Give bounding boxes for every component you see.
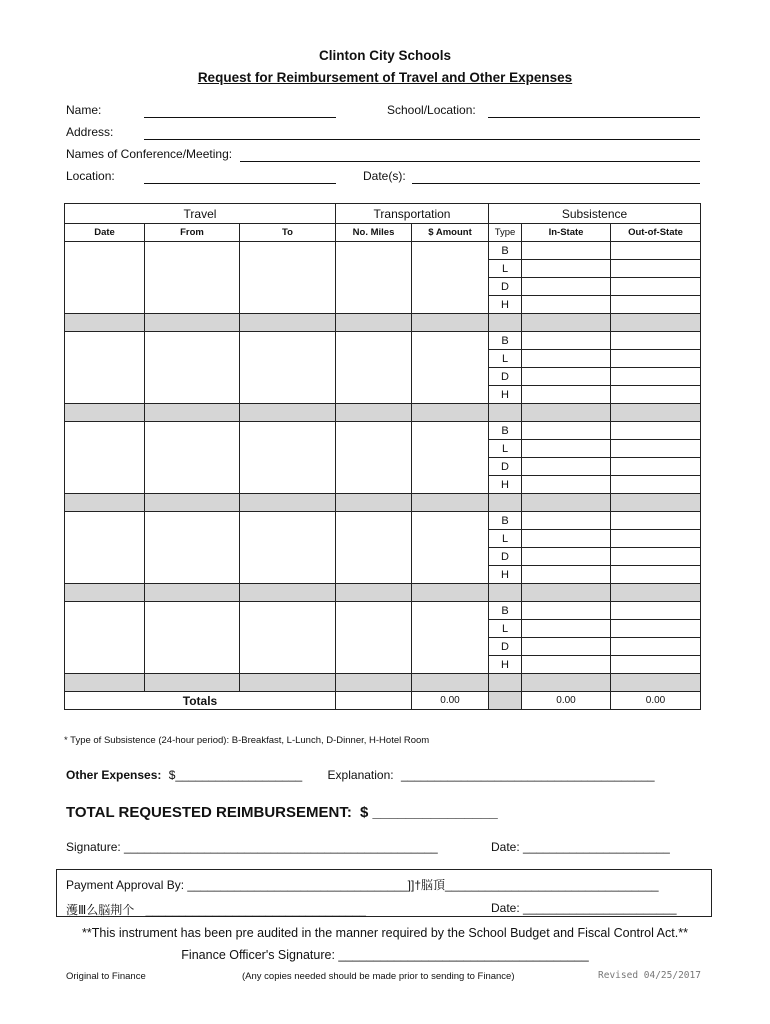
date-cell[interactable] (65, 602, 145, 674)
miles-cell[interactable] (336, 422, 412, 494)
separator-cell (489, 584, 522, 602)
travel-header: Travel (65, 204, 336, 224)
in-state-cell[interactable] (522, 602, 611, 620)
totals-type (489, 692, 522, 710)
approval-field[interactable]: _________________________________ (187, 878, 408, 892)
separator-row (65, 674, 701, 692)
in-state-cell[interactable] (522, 368, 611, 386)
separator-row (65, 314, 701, 332)
approval-date-row (491, 901, 677, 915)
separator-cell (412, 314, 489, 332)
out-of-state-cell[interactable] (611, 260, 701, 278)
conference-label: Names of Conference/Meeting: (66, 147, 233, 161)
separator-cell (522, 314, 611, 332)
separator-cell (611, 584, 701, 602)
separator-cell (65, 314, 145, 332)
out-of-state-cell[interactable] (611, 386, 701, 404)
approval-label: Payment Approval By: (66, 878, 185, 892)
revised-date: Revised 04/25/2017 (598, 970, 701, 981)
approval-date-field[interactable]: _______________________ (523, 901, 677, 915)
separator-cell (489, 404, 522, 422)
out-of-state-cell[interactable] (611, 296, 701, 314)
address-field[interactable] (144, 139, 700, 140)
totals-label: Totals (65, 692, 336, 710)
separator-cell (145, 674, 240, 692)
name-field[interactable] (144, 117, 336, 118)
meal-type-cell: L (489, 530, 522, 548)
in-state-cell[interactable] (522, 386, 611, 404)
out-of-state-cell[interactable] (611, 476, 701, 494)
in-state-cell[interactable] (522, 278, 611, 296)
signature-date-row (491, 840, 670, 854)
other-expenses-label: Other Expenses: (66, 768, 162, 782)
meal-type-cell: L (489, 350, 522, 368)
footer-left: Original to Finance (66, 971, 146, 982)
col-from: From (145, 224, 240, 242)
separator-cell (336, 314, 412, 332)
meal-type-cell: B (489, 242, 522, 260)
meal-type-cell: B (489, 512, 522, 530)
meal-type-cell: D (489, 278, 522, 296)
location-field[interactable] (144, 183, 336, 184)
other-expenses-row (66, 768, 655, 782)
approval-garbled-label: 濩Ⅲ么脳荆个 (66, 903, 135, 917)
separator-row (65, 584, 701, 602)
meal-type-cell: D (489, 548, 522, 566)
from-cell[interactable] (145, 512, 240, 584)
to-cell[interactable] (240, 602, 336, 674)
meal-row (65, 422, 701, 440)
meal-row (65, 602, 701, 620)
separator-cell (240, 494, 336, 512)
total-request-label: TOTAL REQUESTED REIMBURSEMENT: (66, 804, 352, 821)
meal-type-cell: B (489, 422, 522, 440)
explanation-label: Explanation: (327, 768, 394, 782)
signature-row (66, 840, 438, 854)
approval-line-2[interactable]: _________________________________ (145, 903, 366, 917)
in-state-cell[interactable] (522, 242, 611, 260)
separator-cell (336, 674, 412, 692)
out-of-state-cell[interactable] (611, 278, 701, 296)
meal-row (65, 332, 701, 350)
separator-cell (145, 314, 240, 332)
name-label: Name: (66, 103, 102, 117)
separator-cell (611, 494, 701, 512)
separator-cell (489, 674, 522, 692)
signature-date-field[interactable]: ______________________ (523, 840, 670, 854)
to-cell[interactable] (240, 512, 336, 584)
out-of-state-cell[interactable] (611, 656, 701, 674)
separator-cell (611, 404, 701, 422)
meal-type-cell: D (489, 368, 522, 386)
separator-cell (65, 584, 145, 602)
meal-type-cell: L (489, 440, 522, 458)
meal-type-cell: H (489, 476, 522, 494)
approval-row-2 (66, 901, 366, 918)
meal-type-cell: L (489, 620, 522, 638)
col-date: Date (65, 224, 145, 242)
approval-row (66, 876, 659, 893)
date-cell[interactable] (65, 512, 145, 584)
in-state-cell[interactable] (522, 296, 611, 314)
subsistence-header: Subsistence (489, 204, 701, 224)
school-field[interactable] (488, 117, 700, 118)
separator-cell (412, 494, 489, 512)
in-state-cell[interactable] (522, 656, 611, 674)
separator-cell (240, 314, 336, 332)
separator-cell (145, 404, 240, 422)
separator-cell (412, 404, 489, 422)
separator-cell (240, 674, 336, 692)
separator-cell (240, 404, 336, 422)
subsistence-footnote: * Type of Subsistence (24-hour period): B-Breakfast, L-Lunch, D-Dinner, H-Hotel Room (64, 735, 430, 746)
separator-cell (489, 314, 522, 332)
out-of-state-cell[interactable] (611, 458, 701, 476)
in-state-cell[interactable] (522, 638, 611, 656)
in-state-cell[interactable] (522, 422, 611, 440)
out-of-state-cell[interactable] (611, 620, 701, 638)
form-title: Clinton City Schools (318, 48, 451, 63)
out-of-state-cell[interactable] (611, 368, 701, 386)
separator-cell (611, 674, 701, 692)
in-state-cell[interactable] (522, 458, 611, 476)
separator-row (65, 494, 701, 512)
out-of-state-cell[interactable] (611, 440, 701, 458)
transportation-header: Transportation (336, 204, 489, 224)
separator-cell (522, 494, 611, 512)
meal-type-cell: B (489, 602, 522, 620)
total-request-row (66, 804, 498, 821)
amount-cell[interactable] (412, 602, 489, 674)
in-state-cell[interactable] (522, 476, 611, 494)
miles-cell[interactable] (336, 512, 412, 584)
meal-type-cell: B (489, 332, 522, 350)
amount-cell[interactable] (412, 512, 489, 584)
col-out-of-state: Out-of-State (611, 224, 701, 242)
in-state-cell[interactable] (522, 440, 611, 458)
from-cell[interactable] (145, 242, 240, 314)
audit-statement: **This instrument has been pre audited in the manner required by the School Budget and Fiscal Control Act.** (82, 926, 688, 940)
in-state-cell[interactable] (522, 332, 611, 350)
col-type: Type (489, 224, 522, 242)
meal-type-cell: H (489, 296, 522, 314)
date-cell[interactable] (65, 332, 145, 404)
school-label: School/Location: (387, 103, 476, 117)
date-cell[interactable] (65, 242, 145, 314)
in-state-cell[interactable] (522, 566, 611, 584)
separator-cell (611, 314, 701, 332)
to-cell[interactable] (240, 422, 336, 494)
separator-cell (336, 494, 412, 512)
meal-type-cell: H (489, 566, 522, 584)
separator-cell (145, 584, 240, 602)
amount-cell[interactable] (412, 242, 489, 314)
in-state-cell[interactable] (522, 512, 611, 530)
location-label: Location: (66, 169, 115, 183)
totals-out-of-state: 0.00 (611, 692, 701, 710)
finance-field[interactable]: ____________________________________ (338, 948, 589, 962)
meal-row (65, 242, 701, 260)
in-state-cell[interactable] (522, 530, 611, 548)
col-to: To (240, 224, 336, 242)
meal-type-cell: D (489, 638, 522, 656)
col-miles: No. Miles (336, 224, 412, 242)
meal-row (65, 512, 701, 530)
separator-cell (489, 494, 522, 512)
address-label: Address: (66, 125, 114, 139)
meal-type-cell: H (489, 386, 522, 404)
meal-type-cell: H (489, 656, 522, 674)
expense-table (64, 203, 701, 710)
out-of-state-cell[interactable] (611, 242, 701, 260)
signature-label: Signature: (66, 840, 121, 854)
in-state-cell[interactable] (522, 620, 611, 638)
form-subtitle: Request for Reimbursement of Travel and Other Expenses (197, 70, 573, 85)
separator-cell (145, 494, 240, 512)
out-of-state-cell[interactable] (611, 332, 701, 350)
separator-cell (65, 404, 145, 422)
out-of-state-cell[interactable] (611, 350, 701, 368)
out-of-state-cell[interactable] (611, 602, 701, 620)
totals-amount: 0.00 (412, 692, 489, 710)
separator-cell (240, 584, 336, 602)
totals-in-state: 0.00 (522, 692, 611, 710)
from-cell[interactable] (145, 332, 240, 404)
miles-cell[interactable] (336, 602, 412, 674)
to-cell[interactable] (240, 242, 336, 314)
finance-label: Finance Officer's Signature: (181, 948, 335, 962)
meal-type-cell: L (489, 260, 522, 278)
out-of-state-cell[interactable] (611, 512, 701, 530)
out-of-state-cell[interactable] (611, 548, 701, 566)
approval-trail[interactable]: ________________________________ (445, 878, 659, 892)
to-cell[interactable] (240, 332, 336, 404)
dates-label: Date(s): (363, 169, 406, 183)
separator-cell (522, 674, 611, 692)
approval-garbled: ]]†脳頂 (407, 878, 445, 892)
in-state-cell[interactable] (522, 260, 611, 278)
other-expenses-field[interactable]: $___________________ (168, 768, 303, 782)
separator-cell (522, 584, 611, 602)
explanation-field[interactable]: ______________________________________ (400, 768, 655, 782)
separator-cell (65, 494, 145, 512)
finance-row (0, 948, 770, 962)
date-cell[interactable] (65, 422, 145, 494)
separator-cell (522, 404, 611, 422)
col-amount: $ Amount (412, 224, 489, 242)
totals-miles (336, 692, 412, 710)
separator-cell (65, 674, 145, 692)
separator-cell (336, 584, 412, 602)
signature-field[interactable]: _______________________________________________ (124, 840, 438, 854)
col-in-state: In-State (522, 224, 611, 242)
meal-type-cell: D (489, 458, 522, 476)
miles-cell[interactable] (336, 332, 412, 404)
from-cell[interactable] (145, 602, 240, 674)
separator-row (65, 404, 701, 422)
out-of-state-cell[interactable] (611, 566, 701, 584)
approval-date-label: Date: (491, 901, 520, 915)
total-request-field[interactable]: $ _______________ (360, 804, 498, 821)
signature-date-label: Date: (491, 840, 520, 854)
separator-cell (412, 584, 489, 602)
in-state-cell[interactable] (522, 350, 611, 368)
miles-cell[interactable] (336, 242, 412, 314)
in-state-cell[interactable] (522, 548, 611, 566)
separator-cell (412, 674, 489, 692)
from-cell[interactable] (145, 422, 240, 494)
amount-cell[interactable] (412, 422, 489, 494)
separator-cell (336, 404, 412, 422)
out-of-state-cell[interactable] (611, 638, 701, 656)
out-of-state-cell[interactable] (611, 422, 701, 440)
footer-middle: (Any copies needed should be made prior to sending to Finance) (242, 971, 515, 982)
conference-field[interactable] (240, 161, 700, 162)
dates-field[interactable] (412, 183, 700, 184)
out-of-state-cell[interactable] (611, 530, 701, 548)
amount-cell[interactable] (412, 332, 489, 404)
